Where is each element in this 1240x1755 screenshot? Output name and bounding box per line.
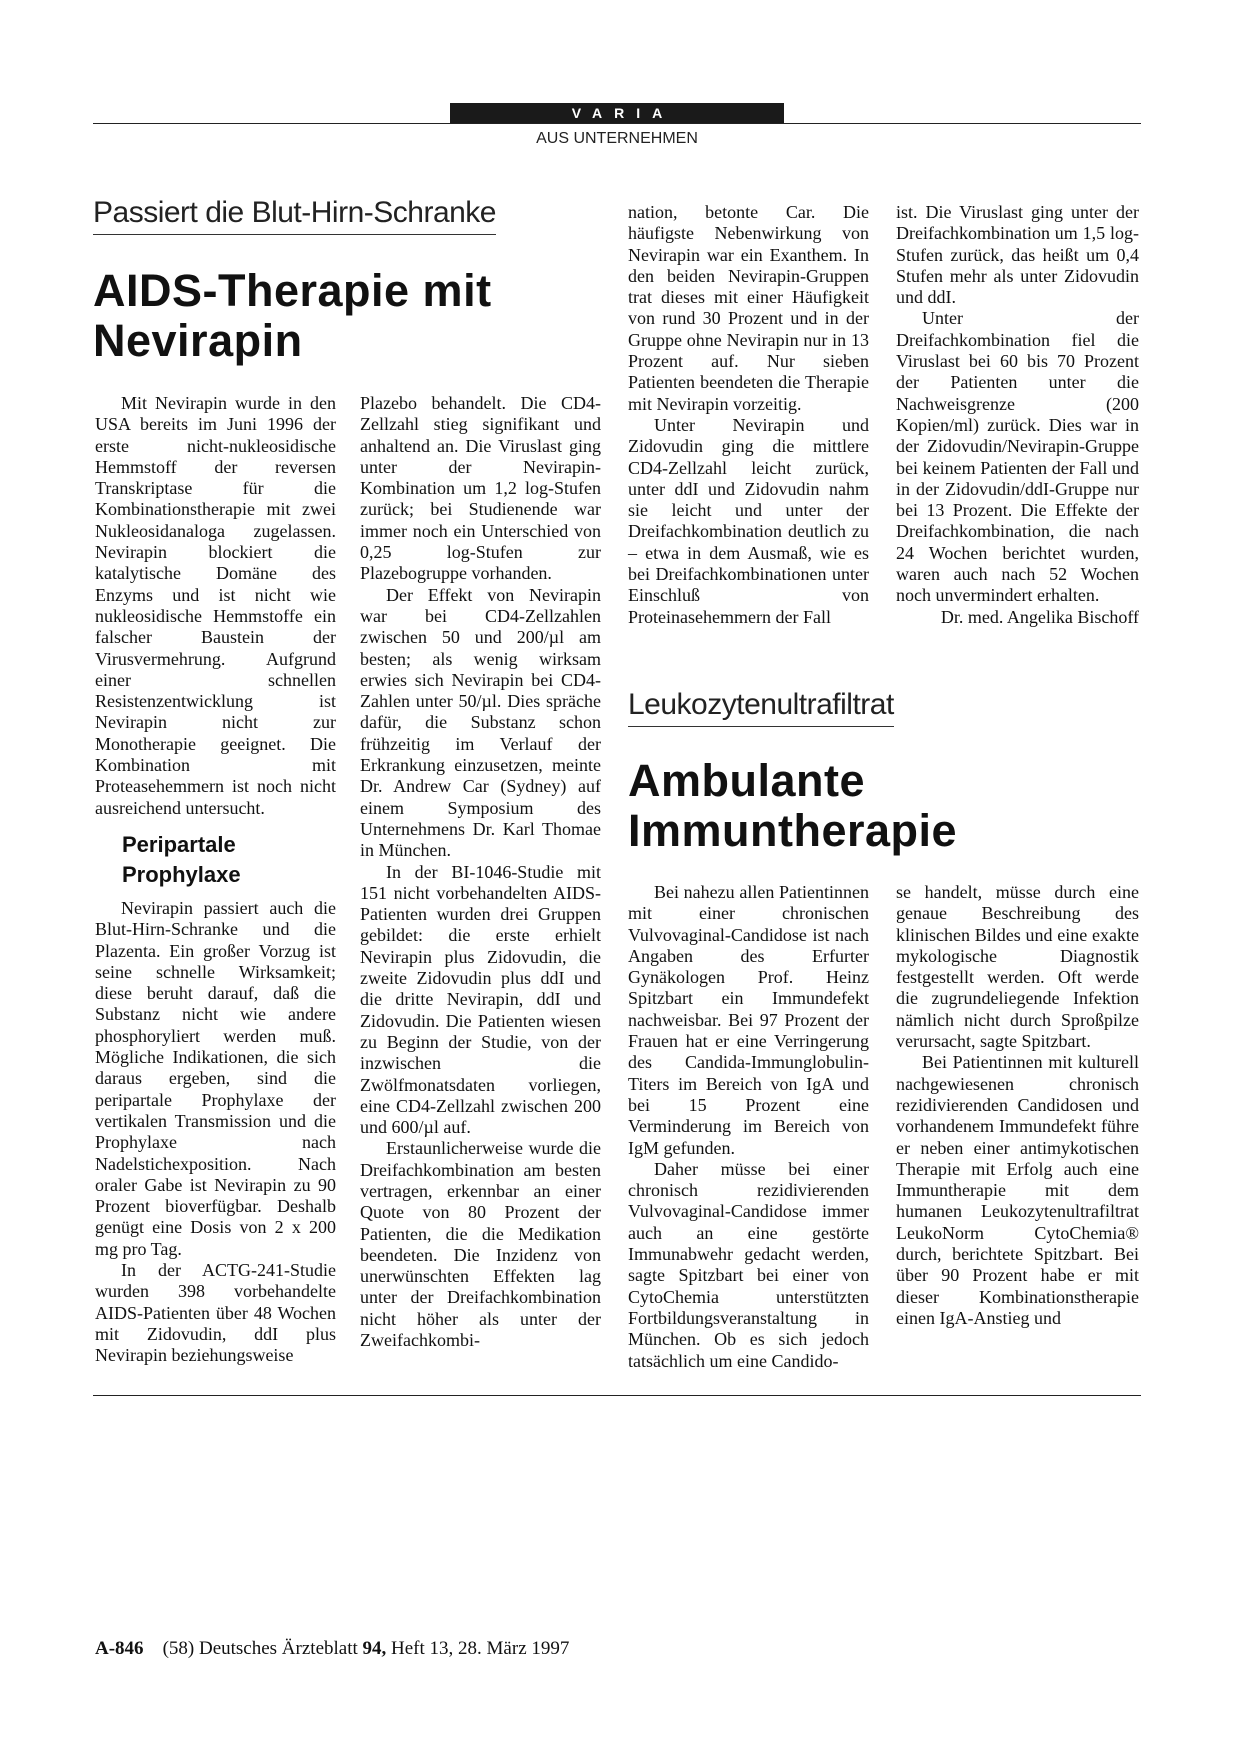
section-label: VARIA xyxy=(450,103,784,123)
footer-issue: Heft 13, 28. März 1997 xyxy=(391,1638,570,1659)
footer-journal: (58) Deutsches Ärzteblatt xyxy=(162,1638,358,1659)
bottom-rule xyxy=(93,1395,1141,1396)
article1-subhead-line1: Peripartale xyxy=(122,832,236,857)
paragraph: Bei nahezu allen Patientinnen mit einer chronischen Vulvovaginal-Candidose ist nach Angaben des Erfurter Gynäkologen Prof. Heinz Spitzbart ein Immundefekt nachweisbar. Bei 97 Prozent der Frauen hat er eine Verringerung des Candida-Immunglobulin-Titers im Bereich von IgA und bei 15 Prozent eine Verminderung im Bereich von IgM gefunden. xyxy=(628,882,869,1158)
article1-subhead xyxy=(122,830,336,890)
footer-volume: 94, xyxy=(362,1638,387,1659)
article2-column-2 xyxy=(896,882,1139,1329)
paragraph: In der ACTG-241-Studie wurden 398 vorbehandelte AIDS-Patienten über 48 Wochen mit Zidovudin, ddI plus Nevirapin beziehungsweise xyxy=(95,1260,336,1366)
paragraph: Plazebo behandelt. Die CD4-Zellzahl stieg signifikant und anhaltend an. Die Viruslast ging unter der Nevirapin-Kombination um 1,2 log-Stufen zurück; bei Studienende war immer noch ein Unterschied von 0,25 log-Stufen zur Plazebogruppe vorhanden. xyxy=(360,393,601,584)
article2-kicker: Leukozytenultrafiltrat xyxy=(628,688,894,727)
article1-headline xyxy=(93,266,533,366)
paragraph: Daher müsse bei einer chronisch rezidivierenden Vulvovaginal-Candidose immer auch an eine gestörte Immunabwehr gedacht werden, sagte Spitzbart bei einer von CytoChemia unterstützten Fortbildungsveranstaltung in München. Ob es sich jedoch tatsächlich um eine Candido- xyxy=(628,1158,869,1371)
paragraph: In der BI-1046-Studie mit 151 nicht vorbehandelten AIDS-Patienten wurden drei Gruppen gebildet: die erste erhielt Nevirapin plus Zidovudin, die zweite Zidovudin plus ddI und die dritte Nevirapin, ddI und Zidovudin. Die Patienten wiesen zu Beginn der Studie, von der inzwischen die Zwölfmonatsdaten vorliegen, eine CD4-Zellzahl zwischen 200 und 600/µl auf. xyxy=(360,861,601,1138)
paragraph: Unter der Dreifachkombination fiel die Viruslast bei 60 bis 70 Prozent der Patienten unter die Nachweisgrenze (200 Kopien/ml) zurück. Dies war in der Zidovudin/Nevirapin-Gruppe bei keinem Patienten der Fall und in der Zidovudin/ddI-Gruppe nur bei 13 Prozent. Die Effekte der Dreifachkombination, die nach 24 Wochen berichtet wurden, waren auch nach 52 Wochen noch unvermindert erhalten. xyxy=(896,308,1139,606)
article2-headline-line2: Immuntherapie xyxy=(628,805,958,856)
article2-headline xyxy=(628,756,1128,856)
author-signature: Dr. med. Angelika Bischoff xyxy=(940,606,1139,627)
paragraph: se handelt, müsse durch eine genaue Beschreibung des klinischen Bildes und eine exakte mykologische Diagnostik festgestellt werden. Oft werde die zugrundeliegende Infektion nämlich nicht durch Sproßpilze verursacht, sagte Spitzbart. xyxy=(896,882,1139,1052)
article1-column-4 xyxy=(896,202,1139,628)
article1-column-1a xyxy=(95,393,336,819)
paragraph: nation, betonte Car. Die häufigste Nebenwirkung von Nevirapin war ein Exanthem. In den beiden Nevirapin-Gruppen trat dieses mit einer Häufigkeit von rund 30 Prozent und in der Gruppe ohne Nevirapin nur in 13 Prozent auf. Nur sieben Patienten beendeten die Therapie mit Nevirapin vorzeitig. xyxy=(628,202,869,414)
paragraph: Erstaunlicherweise wurde die Dreifachkombination am besten vertragen, erkennbar an einer Quote von 80 Prozent der Patienten, die die Medikation beendeten. Die Inzidenz von unerwünschten Effekten lag unter der Dreifachkombination nicht höher als unter der Zweifachkombi- xyxy=(360,1138,601,1351)
article1-subhead-line2: Prophylaxe xyxy=(122,862,241,887)
page-number: A-846 xyxy=(95,1638,144,1659)
paragraph: Mit Nevirapin wurde in den USA bereits im Juni 1996 der erste nicht-nukleosidische Hemmstoff der reversen Transkriptase für die Kombinationstherapie mit zwei Nukleosidanaloga zugelassen. Nevirapin blockiert die katalytische Domäne des Enzyms und ist nicht wie nukleosidische Hemmstoffe ein falscher Baustein der Virusvermehrung. Aufgrund einer schnellen Resistenzentwicklung ist Nevirapin nicht zur Monotherapie geeignet. Die Kombination mit Proteasehemmern ist noch nicht ausreichend untersucht. xyxy=(95,393,336,818)
article2-headline-line1: Ambulante xyxy=(628,755,866,806)
subsection-label: AUS UNTERNEHMEN xyxy=(536,130,698,147)
article1-column-1b xyxy=(95,898,336,1367)
article1-kicker: Passiert die Blut-Hirn-Schranke xyxy=(93,196,496,235)
paragraph: Der Effekt von Nevirapin war bei CD4-Zellzahlen zwischen 50 und 200/µl am besten; als wenig wirksam erwies sich Nevirapin bei CD4-Zahlen unter 50/µl. Dies spräche dafür, die Substanz schon frühzeitig im Verlauf der Erkrankung einzusetzen, meinte Dr. Andrew Car (Sydney) auf einem Symposium des Unternehmens Dr. Karl Thomae in München. xyxy=(360,584,601,861)
article2-column-1 xyxy=(628,882,869,1372)
article1-column-3 xyxy=(628,202,869,628)
article1-headline-line2: Nevirapin xyxy=(93,315,303,366)
article1-column-2 xyxy=(360,393,601,1351)
paragraph: Nevirapin passiert auch die Blut-Hirn-Schranke und die Plazenta. Ein großer Vorzug ist seine schnelle Wirksamkeit; diese beruht darauf, daß die Substanz nicht wie andere phosphoryliert werden muß. Mögliche Indikationen, die sich daraus ergeben, sind die peripartale Prophylaxe der vertikalen Transmission und die Prophylaxe nach Nadelstichexposition. Nach oraler Gabe ist Nevirapin zu 90 Prozent bioverfügbar. Deshalb genügt eine Dosis von 2 x 200 mg pro Tag. xyxy=(95,898,336,1259)
paragraph: ist. Die Viruslast ging unter der Dreifachkombination um 1,5 log-Stufen zurück, das heißt um 0,4 Stufen mehr als unter Zidovudin und ddI. xyxy=(896,202,1139,308)
page-footer xyxy=(95,1638,569,1660)
header-rule xyxy=(93,123,1141,124)
paragraph: Bei Patientinnen mit kulturell nachgewiesenen chronisch rezidivierenden Candidosen und vorhandenem Immundefekt führe er neben einer antimykotischen Therapie mit Erfolg auch eine Immuntherapie mit dem humanen Leukozytenultrafiltrat LeukoNorm CytoChemia® durch, berichtete Spitzbart. Bei über 90 Prozent habe er mit dieser Kombinationstherapie einen IgA-Anstieg und xyxy=(896,1052,1139,1328)
article1-headline-line1: AIDS-Therapie mit xyxy=(93,265,492,316)
paragraph: Unter Nevirapin und Zidovudin ging die mittlere CD4-Zellzahl leicht zurück, unter ddI und Zidovudin nahm sie leicht und unter der Dreifachkombination deutlich zu – etwa in dem Ausmaß, wie es bei Dreifachkombinationen unter Einschluß von Proteinasehemmern der Fall xyxy=(628,414,869,627)
